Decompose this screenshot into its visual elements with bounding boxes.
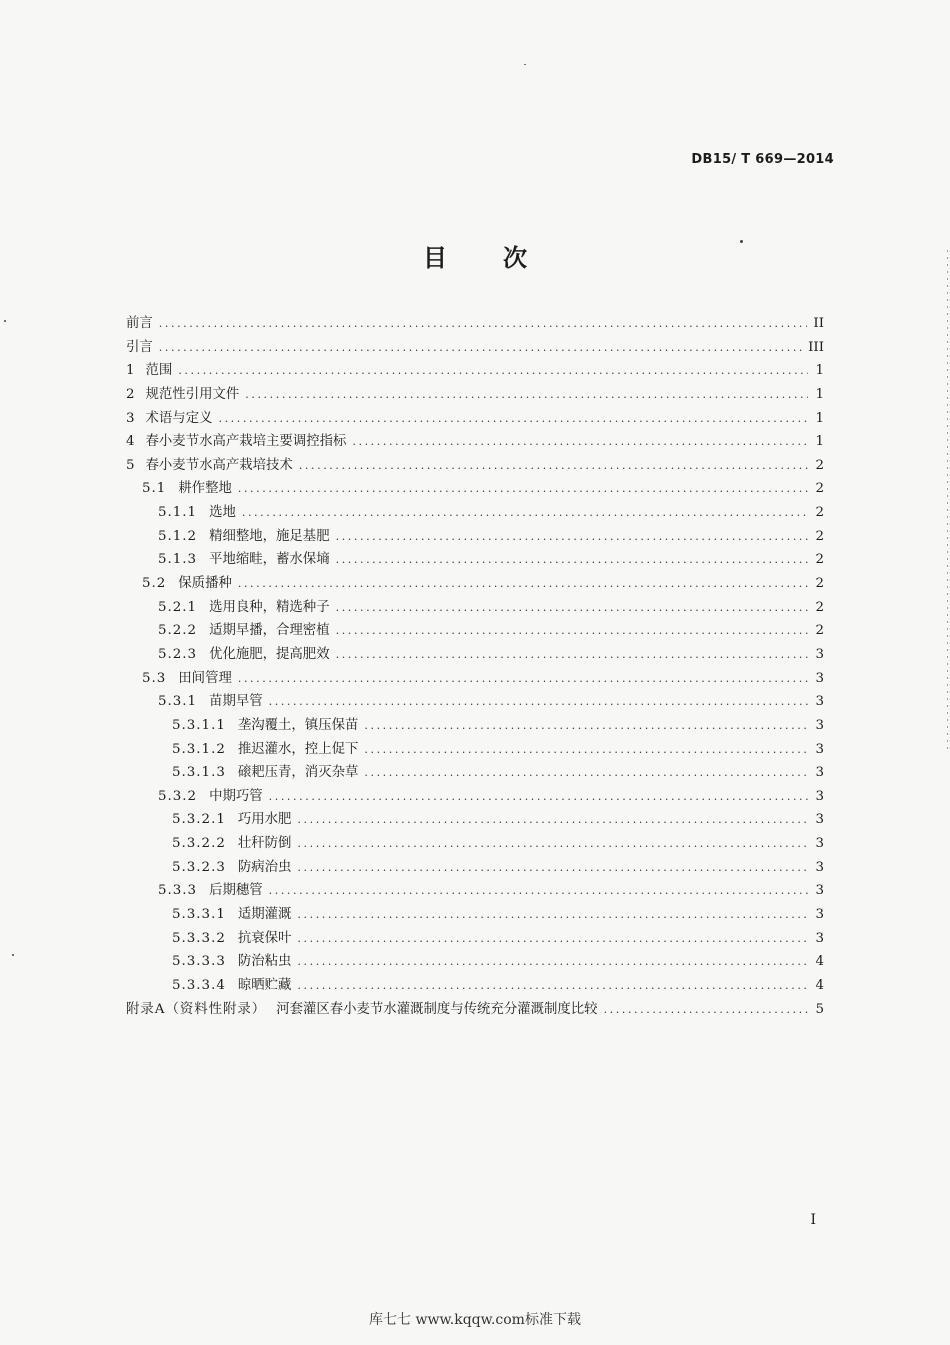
toc-entry-label: 适期灌溉 [237,907,292,923]
toc-entry-number: 附录A（资料性附录） [126,1001,267,1017]
toc-leader-dots [238,482,808,495]
toc-entry-page: 3 [815,859,824,875]
toc-entry-number: 5.3.2.2 [172,836,226,852]
toc-entry-page: 3 [815,646,824,662]
toc-entry[interactable] [126,454,824,478]
toc-entry-label: 春小麦节水高产栽培主要调控指标 [145,434,347,450]
toc-entry-page: 2 [815,599,824,615]
toc-leader-dots [336,601,808,614]
toc-entry-page: 2 [815,505,824,521]
toc-entry-number: 5.3.1.2 [172,741,226,757]
toc-entry-label: 前言 [126,316,153,331]
toc-leader-dots [364,743,808,756]
title-char-left: 目 [423,244,447,272]
toc-leader-dots [238,577,808,590]
toc-entry-page: 3 [815,694,824,710]
toc-leader-dots [336,648,808,661]
toc-entry-number: 5.1.1 [158,505,198,521]
toc-entry[interactable] [126,477,824,501]
toc-entry-page: 3 [815,930,824,946]
toc-entry-number: 5.3.2 [158,788,198,804]
toc-entry[interactable] [126,927,824,951]
toc-entry[interactable] [126,714,824,738]
toc-entry[interactable] [126,572,824,596]
toc-leader-dots [336,624,808,637]
toc-entry-page: 3 [815,717,824,733]
toc-entry-label: 巧用水肥 [237,812,292,828]
toc-entry-label: 引言 [126,339,153,355]
toc-leader-dots [242,506,808,519]
toc-entry-label: 适期早播，合理密植 [209,623,330,639]
toc-entry[interactable] [126,761,824,785]
page-title [0,238,950,273]
toc-entry-page: 2 [815,552,824,568]
footer-watermark: 库七七 www.kqqw.com标准下载 [369,1312,581,1328]
toc-leader-dots [364,719,808,732]
toc-leader-dots [245,388,808,401]
toc-leader-dots [269,790,808,803]
toc-entry-number: 5.3.3 [158,883,198,899]
toc-entry-number: 5.1.3 [158,552,198,568]
toc-leader-dots [297,955,808,968]
toc-entry-page: 4 [815,954,824,970]
toc-entry-number: 5.3.1.1 [172,717,226,733]
toc-entry-label: 术语与定义 [145,410,213,426]
toc-entry-number: 5.1 [142,481,167,497]
toc-entry[interactable] [126,312,824,336]
toc-entry[interactable] [126,808,824,832]
toc-entry-label: 精细整地，施足基肥 [209,528,330,544]
toc-entry-label: 防病治虫 [237,859,292,875]
toc-entry[interactable] [126,785,824,809]
toc-entry-number: 5.2.2 [158,623,198,639]
toc-entry-label: 抗衰保叶 [237,930,292,946]
toc-leader-dots [336,530,808,543]
toc-entry-label: 平地缩畦，蓄水保墒 [209,552,330,568]
toc-entry-number: 2 [126,386,136,402]
toc-entry-label: 选地 [209,505,236,521]
toc-entry-page: 3 [815,812,824,828]
toc-entry-number: 5.2 [142,576,167,592]
toc-entry-number: 5.2.3 [158,646,198,662]
toc-leader-dots [269,884,808,897]
toc-entry-page: 3 [815,765,824,781]
toc-entry[interactable] [126,383,824,407]
toc-entry-page: 1 [815,410,824,426]
document-code: DB15/ T 669—2014 [691,152,834,167]
toc-leader-dots [352,435,808,448]
toc-entry-label: 优化施肥，提高肥效 [209,646,330,662]
toc-entry[interactable] [126,596,824,620]
page-number: I [810,1212,816,1228]
toc-entry-page: 5 [815,1001,824,1017]
toc-entry-number: 1 [126,363,136,379]
toc-entry-number: 5.3.1 [158,694,198,710]
toc-leader-dots [297,861,808,874]
toc-entry-number: 5.3 [142,670,167,686]
toc-leader-dots [297,837,808,850]
toc-leader-dots [159,317,808,330]
toc-entry[interactable] [126,950,824,974]
toc-entry-page: 2 [815,623,824,639]
toc-entry-label: 河套灌区春小麦节水灌溉制度与传统充分灌溉制度比较 [276,1001,598,1017]
toc-entry-number: 5.3.3.2 [172,930,226,946]
toc-entry-page: 3 [815,907,824,923]
scan-edge [947,250,948,750]
toc-entry-number: 5.3.1.3 [172,765,226,781]
toc-entry[interactable] [126,738,824,762]
toc-entry[interactable] [126,856,824,880]
toc-entry-label: 后期穗管 [209,883,263,899]
toc-entry-label: 春小麦节水高产栽培技术 [145,457,293,473]
toc-leader-dots [159,341,802,354]
toc-entry[interactable] [126,525,824,549]
scan-speck [4,320,6,322]
toc-entry-number: 5.2.1 [158,599,198,615]
toc-entry[interactable] [126,407,824,431]
toc-entry-page: 2 [815,576,824,592]
toc-entry[interactable] [126,974,824,998]
toc-leader-dots [297,979,808,992]
toc-entry[interactable] [126,998,824,1022]
toc-entry-page: 3 [815,741,824,757]
toc-entry[interactable] [126,336,824,360]
toc-leader-dots [297,813,808,826]
scan-speck [524,64,526,65]
toc-entry-page: 2 [815,481,824,497]
toc-entry-label: 选用良种，精选种子 [209,599,330,615]
toc-entry-label: 中期巧管 [209,788,263,804]
toc-entry[interactable] [126,690,824,714]
toc-entry[interactable] [126,430,824,454]
toc-entry-label: 垄沟覆土，镇压保苗 [237,717,359,733]
toc-entry-label: 磙耙压青，消灭杂草 [237,765,359,781]
toc-entry[interactable] [126,667,824,691]
toc-entry[interactable] [126,359,824,383]
toc-entry-number: 5.3.2.3 [172,859,226,875]
toc-leader-dots [336,553,808,566]
table-of-contents [126,312,824,1021]
toc-entry-label: 苗期早管 [209,694,263,710]
toc-entry-label: 壮秆防倒 [237,836,292,852]
toc-leader-dots [238,672,808,685]
scan-speck [740,240,743,243]
toc-entry[interactable] [126,548,824,572]
toc-leader-dots [297,932,808,945]
toc-leader-dots [604,1003,808,1016]
toc-entry[interactable] [126,879,824,903]
toc-entry-label: 范围 [145,363,173,379]
toc-entry-number: 5.3.3.3 [172,954,226,970]
toc-entry-label: 晾晒贮藏 [237,977,292,993]
toc-entry-label: 耕作整地 [178,481,232,497]
toc-entry-page: 2 [815,457,824,473]
toc-entry-label: 保质播种 [178,576,232,592]
toc-entry-label: 推迟灌水，控上促下 [237,741,359,757]
toc-entry-page: II [813,316,824,331]
toc-entry-page: 1 [815,363,824,379]
toc-leader-dots [218,412,808,425]
toc-entry-label: 防治粘虫 [237,954,292,970]
toc-entry-number: 5.3.3.4 [172,977,226,993]
toc-entry-number: 5.1.2 [158,528,198,544]
toc-entry-page: 3 [815,670,824,686]
toc-leader-dots [297,908,808,921]
toc-entry-number: 4 [126,434,136,450]
toc-entry-page: 3 [815,836,824,852]
toc-entry-label: 田间管理 [178,670,232,686]
toc-entry-page: 3 [815,883,824,899]
toc-entry[interactable] [126,643,824,667]
toc-entry-page: 1 [815,386,824,402]
toc-entry-page: 4 [815,977,824,993]
toc-entry-number: 5.3.3.1 [172,907,226,923]
title-char-right: 次 [503,244,527,272]
toc-entry[interactable] [126,501,824,525]
toc-leader-dots [364,766,808,779]
toc-leader-dots [178,364,808,377]
toc-entry-page: 3 [815,788,824,804]
toc-entry[interactable] [126,619,824,643]
toc-entry[interactable] [126,832,824,856]
toc-entry-number: 3 [126,410,136,426]
toc-entry-label: 规范性引用文件 [145,386,240,402]
toc-entry[interactable] [126,903,824,927]
toc-entry-number: 5.3.2.1 [172,812,226,828]
scan-speck [12,954,14,956]
toc-leader-dots [269,695,808,708]
toc-entry-page: 1 [815,434,824,450]
toc-entry-page: III [808,339,824,355]
toc-entry-number: 5 [126,457,136,473]
toc-leader-dots [299,459,808,472]
toc-entry-page: 2 [815,528,824,544]
